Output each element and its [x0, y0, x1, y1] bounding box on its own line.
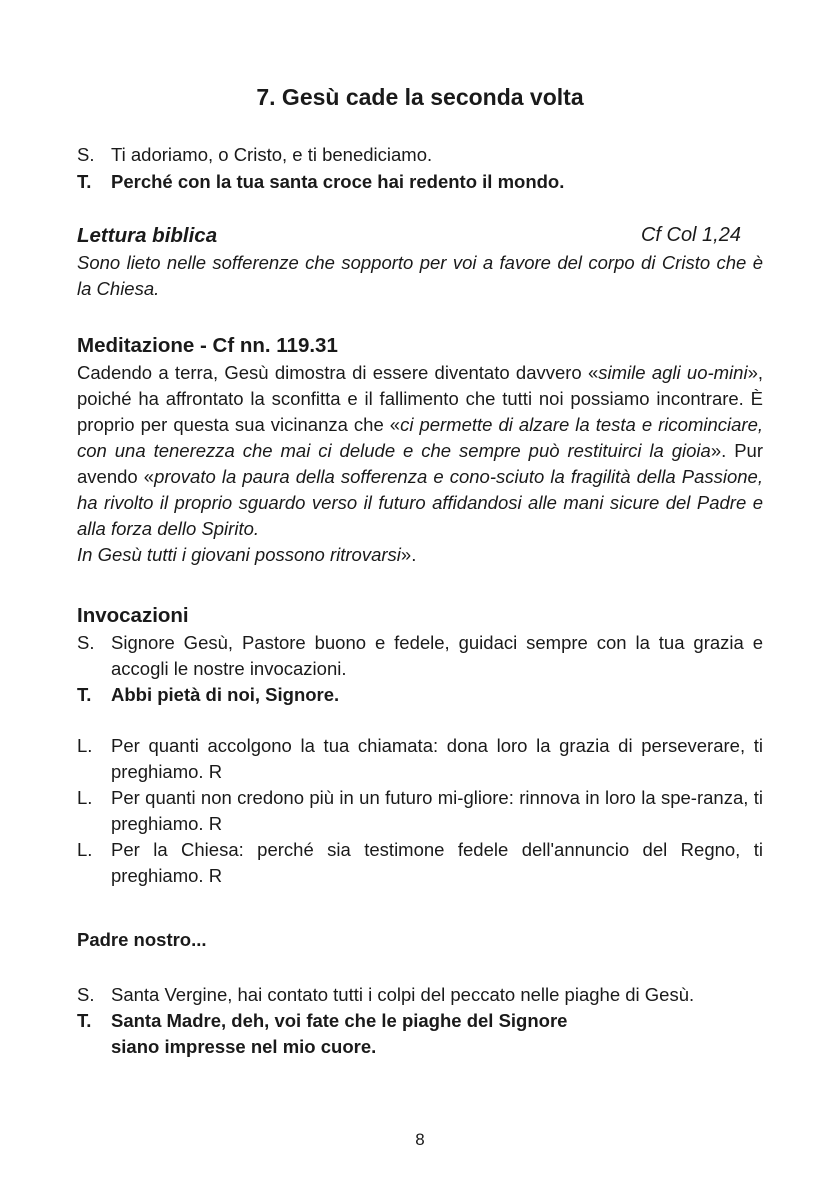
closing-leader: S.	[77, 984, 95, 1005]
meditation-part: ».	[400, 544, 417, 565]
invocations-section	[77, 602, 763, 889]
padre-nostro: Padre nostro...	[77, 929, 207, 950]
versicle-s	[77, 142, 763, 168]
invocation-leader: L.	[77, 735, 93, 756]
invocation-text: Per quanti non credono più in un futuro mi-gliore: rinnova in loro la spe-ranza, ti preghiamo. R	[111, 787, 763, 834]
invocation-leader: L.	[77, 787, 93, 808]
response-leader: T.	[77, 171, 92, 192]
reading-heading: Lettura biblica	[77, 224, 218, 247]
invocation-text: Per la Chiesa: perché sia testimone fedele dell'annuncio del Regno, ti preghiamo. R	[111, 839, 763, 886]
invocation-leader: L.	[77, 839, 93, 860]
meditation-part: », poiché ha affrontato la sconfitta e il fallimento che tutti noi possiamo incontrare. È proprio per questa sua vicinanza che «	[77, 362, 763, 435]
invocation-text: Per quanti accolgono la tua chiamata: dona loro la grazia di perseverare, ti preghiamo. R	[111, 735, 763, 782]
versicle-text: Ti adoriamo, o Cristo, e ti benediciamo.	[111, 144, 433, 165]
response-text: Perché con la tua santa croce hai redento il mondo.	[111, 171, 565, 192]
meditation-heading: Meditazione - Cf nn. 119.31	[77, 334, 338, 357]
meditation-part: Cadendo a terra, Gesù dimostra di essere diventato davvero «	[77, 362, 599, 383]
reading-reference: Cf Col 1,24	[640, 224, 741, 246]
invocation-text: Abbi pietà di noi, Signore.	[111, 684, 340, 705]
versicle-leader: S.	[77, 144, 95, 165]
invocation-text: Signore Gesù, Pastore buono e fedele, guidaci sempre con la tua grazia e accogli le nostre invocazioni.	[111, 632, 763, 679]
closing-s	[77, 982, 763, 1008]
response-t	[77, 169, 763, 195]
closing-t	[77, 1008, 763, 1060]
closing-text-line2: siano impresse nel mio cuore.	[111, 1036, 377, 1057]
invocation-item	[77, 733, 763, 785]
meditation-quote: provato la paura della sofferenza e cono-sciuto la fragilità della Passione, ha rivolto il proprio sguardo verso il futuro affidandosi alle mani sicure del Padre e alla forza dello Spirito.	[77, 466, 763, 539]
closing-text: Santa Vergine, hai contato tutti i colpi del peccato nelle piaghe di Gesù.	[111, 984, 695, 1005]
reading-heading-line	[77, 222, 763, 250]
invocation-leader: T.	[77, 684, 92, 705]
meditation-text	[77, 360, 763, 568]
closing-text: Santa Madre, deh, voi fate che le piaghe del Signore	[111, 1010, 568, 1031]
invocation-response	[77, 682, 763, 708]
opening-versicles	[77, 142, 763, 195]
closing-section	[77, 982, 763, 1060]
invocations-heading: Invocazioni	[77, 604, 189, 627]
closing-leader: T.	[77, 1010, 92, 1031]
meditation-section	[77, 332, 763, 568]
page-number: 8	[415, 1130, 425, 1149]
invocation-leader: S.	[77, 632, 95, 653]
meditation-quote: In Gesù tutti i giovani possono ritrovarsi	[77, 544, 401, 565]
meditation-part: ». Pur avendo «	[77, 440, 763, 487]
page-title: 7. Gesù cade la seconda volta	[256, 84, 584, 110]
meditation-quote: simile agli uo-mini	[598, 362, 748, 383]
reading-text: Sono lieto nelle sofferenze che sopporto per voi a favore del corpo di Cristo che è la Chiesa.	[77, 252, 763, 299]
reading-section	[77, 222, 763, 302]
invocation-intro-s	[77, 630, 763, 682]
invocation-item	[77, 837, 763, 889]
meditation-quote: ci permette di alzare la testa e ricominciare, con una tenerezza che mai ci delude e che sempre può restituirci la gioia	[77, 414, 763, 461]
invocation-item	[77, 785, 763, 837]
